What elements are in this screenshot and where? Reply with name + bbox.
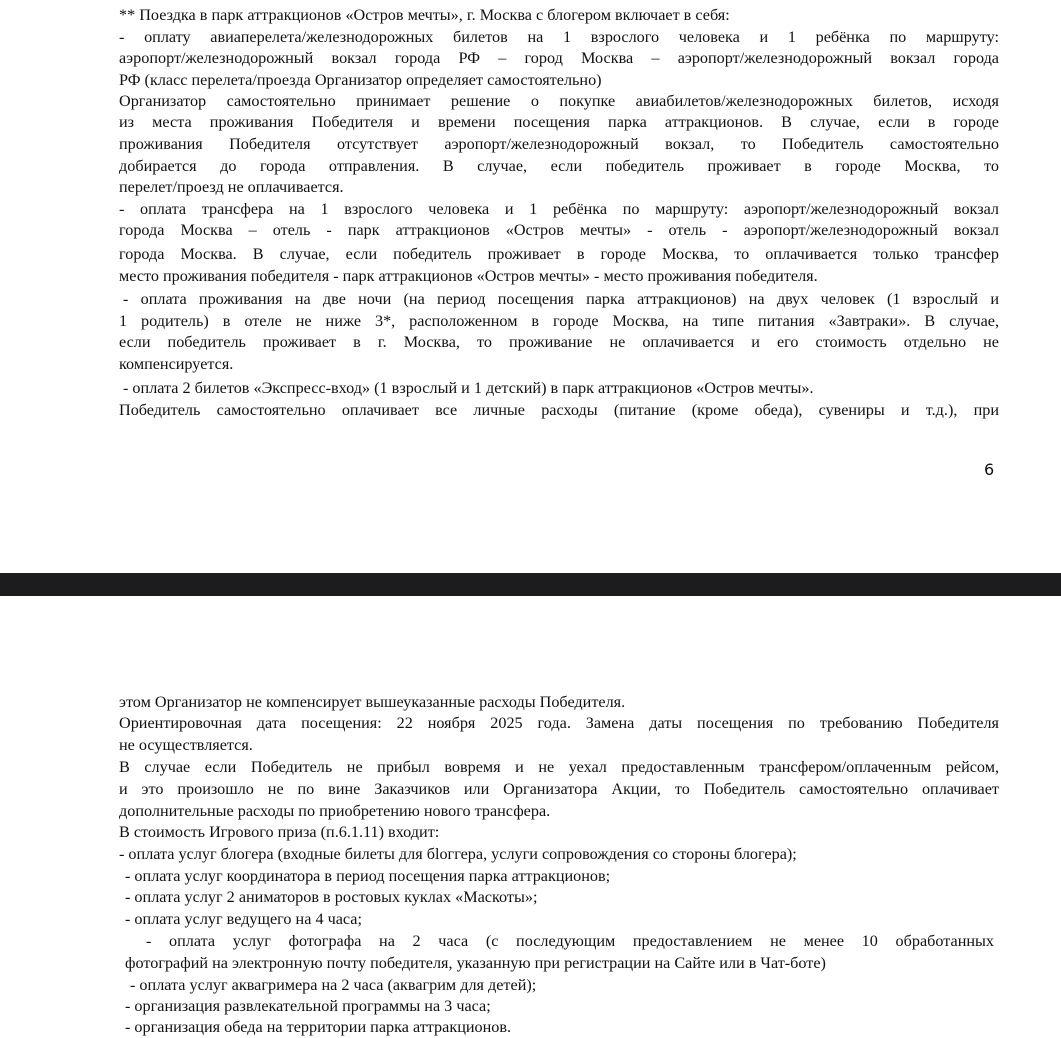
text-line: Ориентировочная дата посещения: 22 ноября 2025 года. Замена даты посещения по требованию Победителя [119, 714, 999, 732]
text-line: - оплата трансфера на 1 взрослого человека и 1 ребёнка по маршруту: аэропорт/железнодорожный вокзал [119, 200, 999, 218]
text-line: - оплату авиаперелета/железнодорожных билетов на 1 взрослого человека и 1 ребёнка по маршруту: [119, 28, 999, 46]
list-item: - оплата услуг аквагримера на 2 часа (аквагрим для детей); [130, 976, 537, 994]
text-line: дополнительные расходы по приобретению нового трансфера. [119, 802, 551, 820]
list-item: - оплата услуг блогера (входные билеты для бloггера, услуги сопровождения со стороны блогера); [119, 845, 797, 863]
text-line: Победитель самостоятельно оплачивает все личные расходы (питание (кроме обеда), сувениры и т.д.), при [119, 401, 999, 419]
text-line: компенсируется. [119, 355, 234, 373]
list-item: - оплата услуг 2 аниматоров в ростовых куклах «Маскоты»; [125, 888, 538, 906]
text-line: города Москва. В случае, если победитель проживает в городе Москва, то оплачивается только трансфер [119, 245, 999, 263]
text-line: перелет/проезд не оплачивается. [119, 178, 344, 196]
text-line: из места проживания Победителя и времени посещения парка аттракционов. В случае, если в городе [119, 113, 999, 131]
list-item-continuation: фотографий на электронную почту победителя, указанную при регистрации на Сайте или в Чат-боте) [125, 954, 826, 972]
document-page-bottom [0, 596, 1061, 1038]
list-item: - оплата услуг координатора в период посещения парка аттракционов; [125, 867, 611, 885]
text-line: проживания Победителя отсутствует аэропорт/железнодорожный вокзал, то Победитель самостоятельно [119, 135, 999, 153]
list-item: - оплата услуг фотографа на 2 часа (с последующим предоставлением не менее 10 обработанных [146, 932, 994, 950]
list-item: - организация обеда на территории парка аттракционов. [125, 1018, 512, 1036]
list-item: - оплата услуг ведущего на 4 часа; [125, 910, 362, 928]
page-number: 6 [984, 460, 995, 479]
text-line: - оплата проживания на две ночи (на период посещения парка аттракционов) на двух человек (1 взрослый и [123, 290, 999, 308]
text-line: этом Организатор не компенсирует вышеуказанные расходы Победителя. [119, 693, 626, 711]
text-line: 1 родитель) в отеле не ниже 3*, расположенном в городе Москва, на типе питания «Завтраки». В случае, [119, 312, 999, 330]
text-line: РФ (класс перелета/проезда Организатор определяет самостоятельно) [119, 71, 602, 89]
text-line: В случае если Победитель не прибыл вовремя и не уехал предоставленным трансфером/оплаченным рейсом, [119, 758, 999, 776]
text-line: не осуществляется. [119, 736, 253, 754]
list-item: - организация развлекательной программы на 3 часа; [125, 997, 491, 1015]
text-line: В стоимость Игрового приза (п.6.1.11) входит: [119, 823, 440, 841]
page-divider [0, 573, 1061, 596]
text-line: - оплата 2 билетов «Экспресс-вход» (1 взрослый и 1 детский) в парк аттракционов «Остров мечты». [123, 379, 814, 397]
text-line: место проживания победителя - парк аттракционов «Остров мечты» - место проживания победителя. [119, 267, 818, 285]
text-line: добирается до города отправления. В случае, если победитель проживает в городе Москва, то [119, 157, 999, 175]
text-line: аэропорт/железнодорожный вокзал города РФ – город Москва – аэропорт/железнодорожный вокзал города [119, 49, 999, 67]
text-line: Организатор самостоятельно принимает решение о покупке авиабилетов/железнодорожных билетов, исходя [119, 92, 999, 110]
text-line: и это произошло не по вине Заказчиков или Организатора Акции, то Победитель самостоятельно оплачивает [119, 780, 999, 798]
text-line: города Москва – отель - парк аттракционов «Остров мечты» - отель - аэропорт/железнодорожный вокзал [119, 221, 999, 239]
text-line: если победитель проживает в г. Москва, то проживание не оплачивается и его стоимость отдельно не [119, 333, 999, 351]
text-line: ** Поездка в парк аттракционов «Остров мечты», г. Москва с блогером включает в себя: [119, 6, 730, 24]
